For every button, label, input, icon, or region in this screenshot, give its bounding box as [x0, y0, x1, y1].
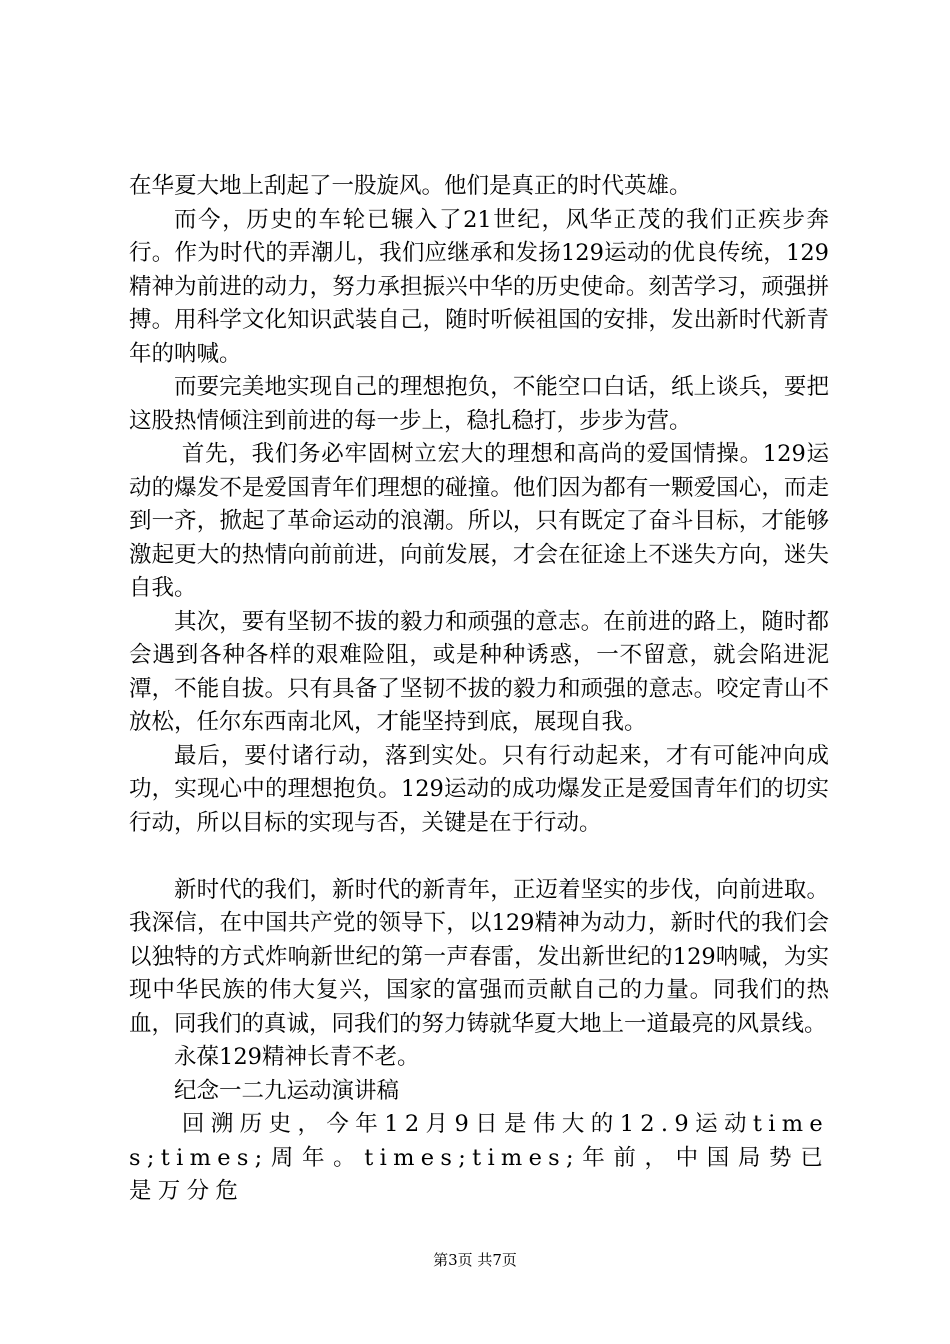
paragraph-new-century: 而今，历史的车轮已辗入了21世纪，风华正茂的我们正疾步奔行。作为时代的弄潮儿，我们应继承和发扬129运动的优良传统，129精神为前进的动力，努力承担振兴中华的历史使命。刻苦学习，顽强拼搏。用科学文化知识武装自己，随时听候祖国的安排，发出新时代新青年的呐喊。 — [129, 206, 829, 367]
paragraph-closing-slogan: 永葆129精神长青不老。 — [174, 1044, 420, 1070]
paragraph-third-point: 最后，要付诸行动，落到实处。只有行动起来，才有可能冲向成功，实现心中的理想抱负。129运动的成功爆发正是爱国青年们的切实行动，所以目标的实现与否，关键是在于行动。 — [129, 742, 829, 836]
document-body — [129, 170, 829, 1209]
page-number-footer: 第3页 共7页 — [433, 1251, 517, 1269]
section-title: 纪念一二九运动演讲稿 — [174, 1077, 400, 1104]
paragraph-spacer — [129, 840, 829, 874]
paragraph-first-point: 首先，我们务必牢固树立宏大的理想和高尚的爱国情操。129运动的爆发不是爱国青年们理想的碰撞。他们因为都有一颗爱国心，而走到一齐，掀起了革命运动的浪潮。所以，只有既定了奋斗目标，才能够激起更大的热情向前前进，向前发展，才会在征途上不迷失方向，迷失自我。 — [129, 441, 829, 601]
paragraph-new-era: 新时代的我们，新时代的新青年，正迈着坚实的步伐，向前进取。我深信，在中国共产党的领导下，以129精神为动力，新时代的我们会以独特的方式炸响新世纪的第一声春雷，发出新世纪的129呐喊，为实现中华民族的伟大复兴，国家的富强而贡献自己的力量。同我们的热血，同我们的真诚，同我们的努力铸就华夏大地上一道最亮的风景线。 — [129, 876, 829, 1037]
paragraph-ambition: 而要完美地实现自己的理想抱负，不能空口白话，纸上谈兵，要把这股热情倾注到前进的每一步上，稳扎稳打，步步为营。 — [129, 374, 829, 434]
paragraph-history-intro: 回溯历史，今年12月9日是伟大的12.9运动times;times;周年。times;times;年前，中国局势已是万分危 — [129, 1111, 829, 1204]
paragraph-second-point: 其次，要有坚韧不拔的毅力和顽强的意志。在前进的路上，随时都会遇到各种各样的艰难险阻，或是种种诱惑，一不留意，就会陷进泥潭，不能自拔。只有具备了坚韧不拔的毅力和顽强的意志。咬定青山不放松，任尔东西南北风，才能坚持到底，展现自我。 — [129, 608, 829, 735]
paragraph-continuation: 在华夏大地上刮起了一股旋风。他们是真正的时代英雄。 — [129, 173, 692, 199]
